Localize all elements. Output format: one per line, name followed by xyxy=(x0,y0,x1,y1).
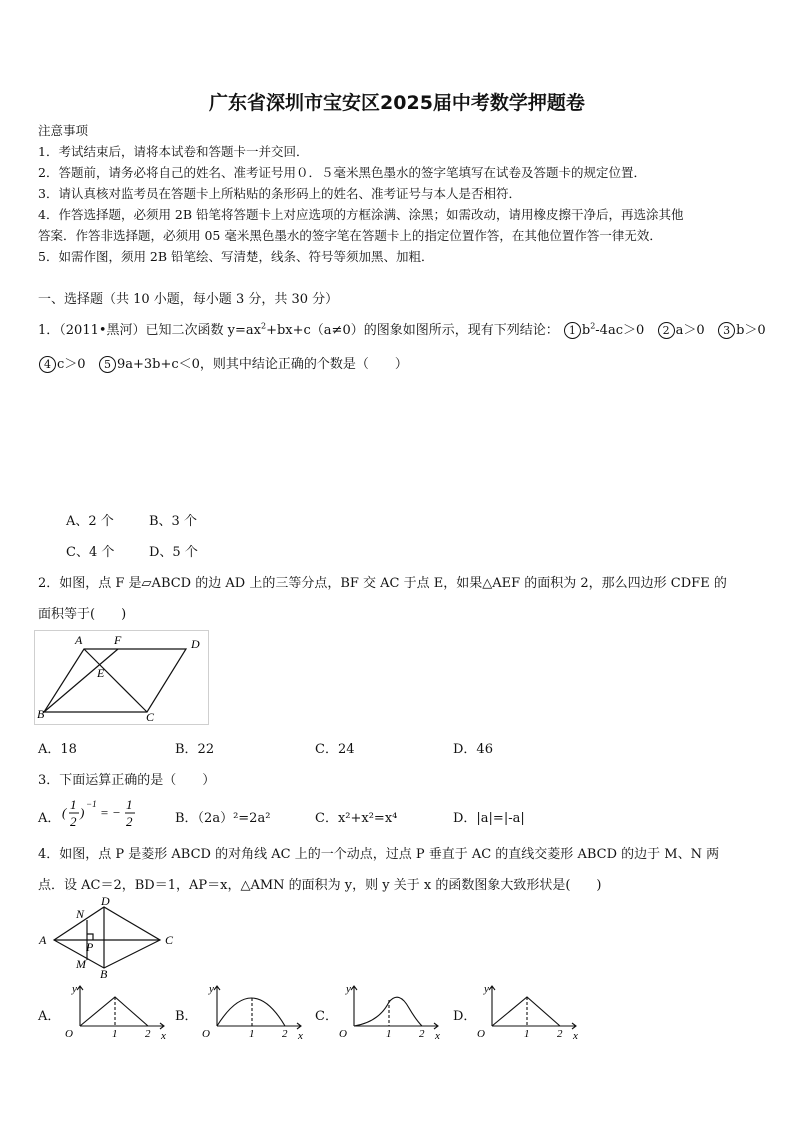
rhombus-figure xyxy=(34,896,184,982)
q1-option-c: C、4 个 xyxy=(66,545,115,560)
axis-x: x xyxy=(161,1030,166,1042)
exponent: −1 xyxy=(86,799,97,809)
label-c: C xyxy=(146,710,155,724)
q1-c4: c＞0 xyxy=(57,357,86,372)
axis-o: O xyxy=(339,1028,347,1040)
q4-graph-d xyxy=(472,980,582,1042)
tick-1: 1 xyxy=(249,1028,255,1040)
q1-c1-sup: 2 xyxy=(590,321,596,331)
axis-o: O xyxy=(477,1028,485,1040)
frac2-num: 1 xyxy=(126,797,133,812)
circle-5: 5 xyxy=(99,356,116,373)
axis-x: x xyxy=(435,1030,440,1042)
graph-a-curve xyxy=(80,997,148,1026)
q4-option-a-label: A． xyxy=(38,1009,61,1024)
equals-minus: = − xyxy=(100,805,121,820)
q3-option-b: B．（2a）²=2a² xyxy=(175,811,271,826)
figure-frame xyxy=(35,631,209,725)
q1-sup: 2 xyxy=(260,321,267,331)
question-2-line-1: 2．如图，点 F 是▱ABCD 的边 AD 上的三等分点，BF 交 AC 于点 E，如果△AEF 的面积为 2，那么四边形 CDFE 的 xyxy=(38,576,727,591)
q1-c3: b＞0 xyxy=(736,323,766,338)
axis-y: y xyxy=(209,983,214,995)
q1-c1b: -4ac＞0 xyxy=(595,323,645,338)
label-a: A xyxy=(39,933,47,947)
notice-item-5: 5．如需作图，须用 2B 铅笔绘、写清楚，线条、符号等须加黑、加粗． xyxy=(38,249,434,264)
segment-bf xyxy=(44,649,118,712)
circle-4: 4 xyxy=(39,356,56,373)
label-f: F xyxy=(114,633,122,647)
q4-graph-b xyxy=(197,980,307,1042)
notice-heading: 注意事项 xyxy=(38,123,89,138)
tick-2: 2 xyxy=(557,1028,563,1040)
notice-item-4: 4．作答选择题，必须用 2B 铅笔将答题卡上对应选项的方框涂满、涂黑；如需改动，请用橡皮擦干净后，再选涂其他 xyxy=(38,207,684,222)
diagonal-ac xyxy=(84,649,147,712)
question-4-line-2: 点．设 AC＝2，BD＝1，AP＝x，△AMN 的面积为 y，则 y 关于 x 的函数图象大致形状是( ) xyxy=(38,878,602,893)
label-p: P xyxy=(86,940,94,954)
axis-x: x xyxy=(298,1030,303,1042)
q1-mid: +bx+c（a≠0）的图象如图所示，现有下列结论： xyxy=(266,323,559,338)
paren-close: ) xyxy=(80,805,85,820)
label-e: E xyxy=(97,666,105,680)
rhombus-lines xyxy=(54,907,160,968)
tick-2: 2 xyxy=(419,1028,425,1040)
q1-prefix: 1．（2011•黑河）已知二次函数 y=ax xyxy=(38,323,261,338)
graph-d-curve xyxy=(492,997,560,1026)
label-d: D xyxy=(191,637,200,651)
q4-option-d-label: D． xyxy=(453,1009,477,1024)
tick-1: 1 xyxy=(524,1028,530,1040)
notice-item-1: 1．考试结束后，请将本试卷和答题卡一并交回． xyxy=(38,144,309,159)
question-1-line-2 xyxy=(38,353,408,373)
label-n: N xyxy=(76,907,85,921)
q3-option-a-label: A． xyxy=(38,811,61,826)
q3-option-d: D．|a|=|-a| xyxy=(453,811,525,826)
axis-x: x xyxy=(573,1030,578,1042)
q2-option-d: D．46 xyxy=(453,742,493,757)
circle-2: 2 xyxy=(658,322,675,339)
q1-option-a: A、2 个 xyxy=(66,514,114,529)
axis-o: O xyxy=(65,1028,73,1040)
q1-option-b: B、3 个 xyxy=(149,514,197,529)
section-heading: 一、选择题（共 10 小题，每小题 3 分，共 30 分） xyxy=(38,292,339,307)
label-b: B xyxy=(100,967,108,981)
graph-c-curve xyxy=(354,997,422,1026)
q1-c2: a＞0 xyxy=(675,323,705,338)
circle-1: 1 xyxy=(564,322,581,339)
q3-option-a-expression xyxy=(60,795,140,835)
q4-option-c-label: C． xyxy=(315,1009,338,1024)
question-1-line-1 xyxy=(38,319,766,339)
tick-2: 2 xyxy=(145,1028,151,1040)
label-d: D xyxy=(101,896,110,908)
q1-option-d: D、5 个 xyxy=(149,545,198,560)
label-a: A xyxy=(75,633,83,647)
q3-option-c: C．x²+x²=x⁴ xyxy=(315,811,398,826)
label-c: C xyxy=(165,933,174,947)
question-4-line-1: 4．如图，点 P 是菱形 ABCD 的对角线 AC 上的一个动点，过点 P 垂直于 AC 的直线交菱形 ABCD 的边于 M、N 两 xyxy=(38,847,720,862)
q4-graph-c xyxy=(334,980,444,1042)
label-m: M xyxy=(76,957,86,971)
tick-1: 1 xyxy=(386,1028,392,1040)
frac1-num: 1 xyxy=(70,797,77,812)
q4-option-b-label: B． xyxy=(175,1009,198,1024)
parallelogram-lines xyxy=(44,649,186,712)
axis-y: y xyxy=(72,983,77,995)
q4-graph-a xyxy=(60,980,170,1042)
notice-item-2: 2．答题前，请务必将自己的姓名、准考证号用０．５毫米黑色墨水的签字笔填写在试卷及答题卡的规定位置． xyxy=(38,165,646,180)
page-title: 广东省深圳市宝安区2025届中考数学押题卷 xyxy=(209,92,585,114)
notice-item-3: 3．请认真核对监考员在答题卡上所粘贴的条形码上的姓名、准考证号与本人是否相符． xyxy=(38,186,521,201)
q2-option-b: B．22 xyxy=(175,742,215,757)
axis-o: O xyxy=(202,1028,210,1040)
frac1-den: 2 xyxy=(70,814,77,829)
label-b: B xyxy=(37,707,45,721)
q2-option-a: A．18 xyxy=(38,742,77,757)
graph-b-curve xyxy=(217,998,285,1026)
tick-2: 2 xyxy=(282,1028,288,1040)
parallelogram-figure xyxy=(34,630,209,725)
q1-c5: 9a+3b+c＜0，则其中结论正确的个数是（ ） xyxy=(116,357,408,372)
question-2-line-2: 面积等于( ) xyxy=(38,607,127,622)
q1-c1: b xyxy=(581,323,591,338)
axis-y: y xyxy=(346,983,351,995)
q2-option-c: C．24 xyxy=(315,742,355,757)
axis-y: y xyxy=(484,983,489,995)
question-3-stem: 3．下面运算正确的是（ ） xyxy=(38,773,216,788)
frac2-den: 2 xyxy=(126,814,133,829)
rhombus-abcd xyxy=(54,907,160,968)
notice-item-4-cont: 答案．作答非选择题，必须用 05 毫米黑色墨水的签字笔在答题卡上的指定位置作答，在其他位置作答一律无效． xyxy=(38,228,662,243)
paren-open: ( xyxy=(62,805,67,820)
tick-1: 1 xyxy=(112,1028,118,1040)
circle-3: 3 xyxy=(718,322,735,339)
